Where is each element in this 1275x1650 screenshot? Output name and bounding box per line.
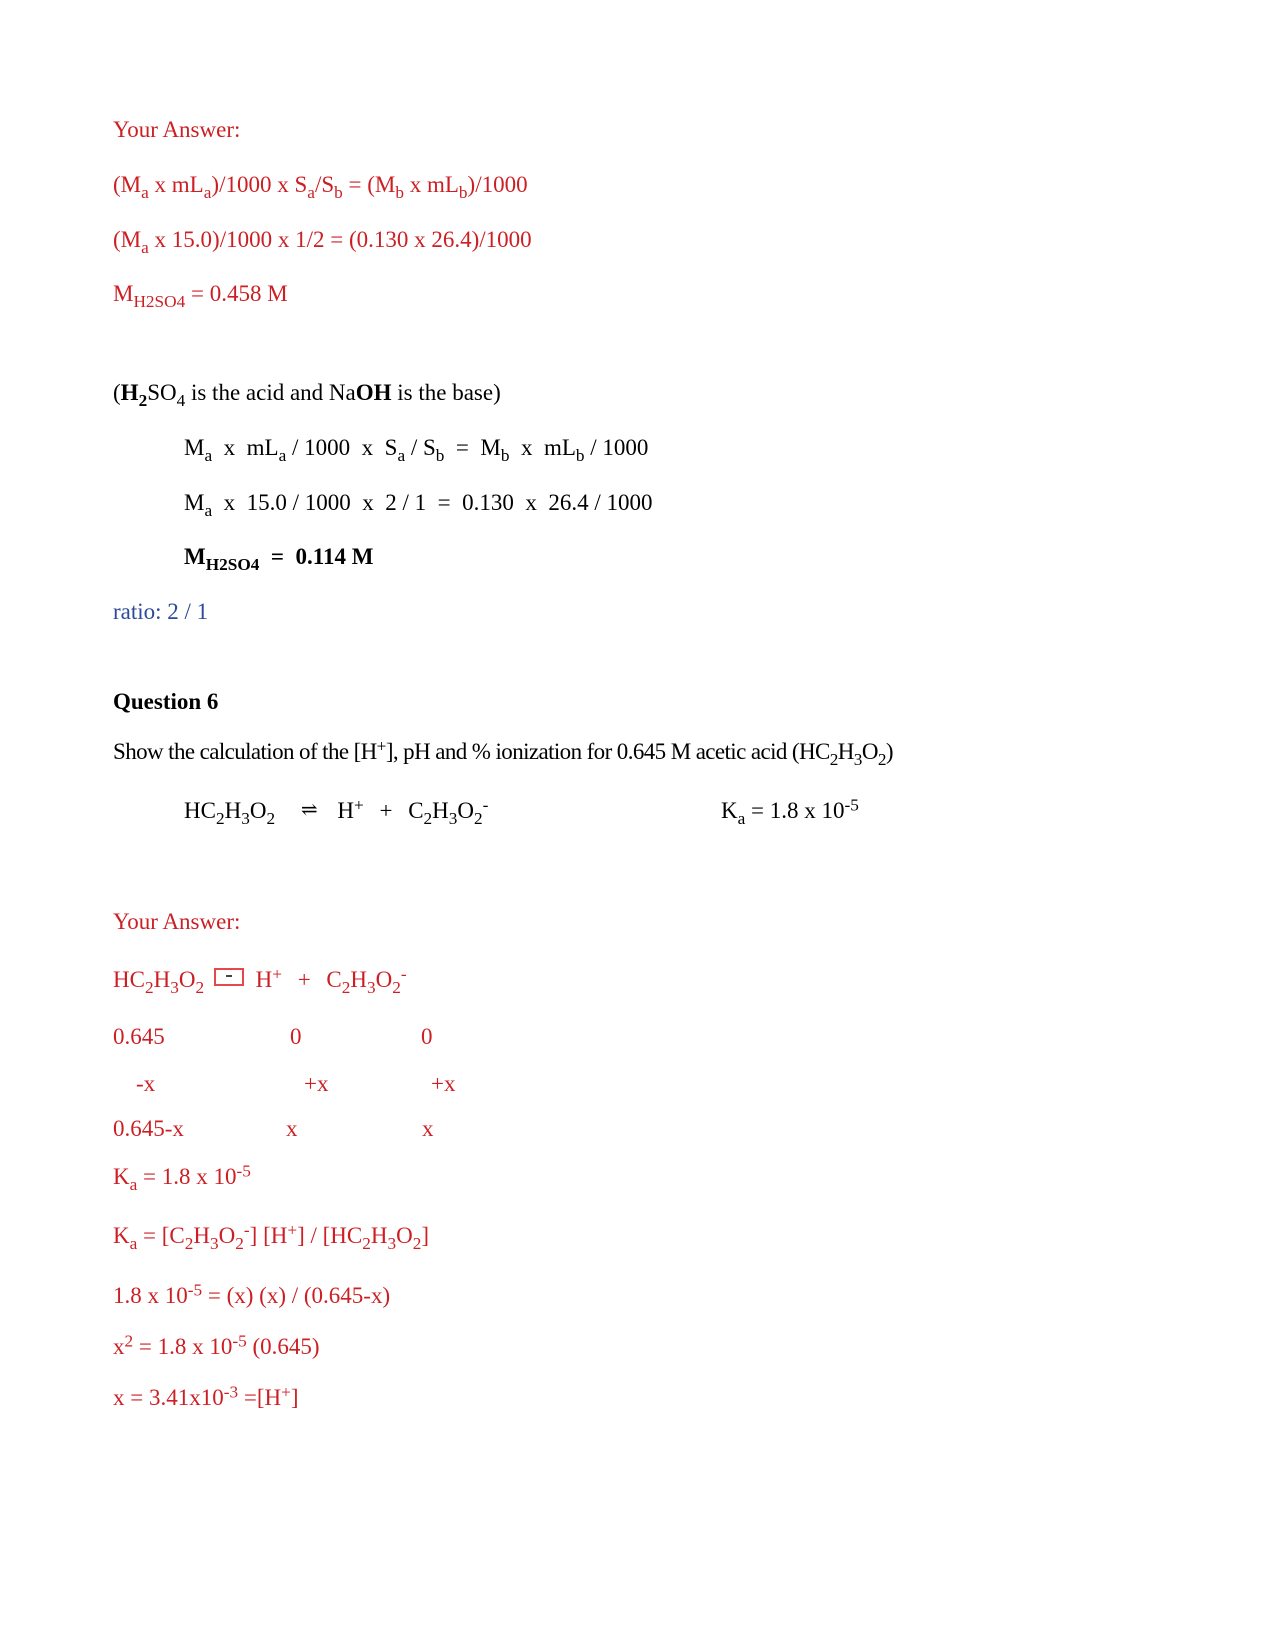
ice-equilibrium-acetate: x <box>422 1116 434 1141</box>
ice-change-acetate: +x <box>431 1071 456 1096</box>
broken-equilibrium-symbol-icon <box>214 968 244 986</box>
ice-initial-acetate: 0 <box>421 1024 433 1049</box>
ice-change-reactant: -x <box>136 1071 156 1096</box>
your-answer-heading-1: Your Answer: <box>113 117 241 142</box>
ka-given: $K_a = 1.8$ x $10^{-5}$ <box>721 795 859 829</box>
answer2-ka-value: $K_a = 1.8$ x $10^{-5}$ <box>113 1161 251 1195</box>
question-6-title: Question 6 <box>113 689 219 714</box>
ice-initial-h: 0 <box>290 1024 302 1049</box>
answer1-result-line: $M_{H2SO4} = 0.458$ M <box>113 281 288 312</box>
answer2-equation: $HC_2H_3O_2$ $H^+ + C_2H_3O_2^-$ <box>113 964 407 998</box>
ice-equilibrium-reactant: 0.645-x <box>113 1116 184 1141</box>
answer2-x-squared: $x^2 = 1.8$ x $10^{-5}$ (0.645) <box>113 1331 320 1359</box>
answer1-substitution-line: ($M_a$ x 15.0)/1000 x 1/2 = (0.130 x 26.4)/1000 <box>113 227 532 258</box>
equilibrium-arrow-icon: ⇌ <box>300 799 318 821</box>
your-answer-heading-2: Your Answer: <box>113 909 241 934</box>
answer2-x-result: $x = 3.41x10^{-3} =[H^+]$ <box>113 1382 299 1410</box>
answer2-substitution: 1.8 x $10^{-5} = (x)$ (x) / (0.645-x) <box>113 1280 391 1308</box>
solution-result-line: $M_{H2SO4} = 0.114$ M <box>184 544 374 575</box>
solution-formula-line: $M_a$ x $mL_a / 1000$ x $S_a / S_b = M_b$ x $mL_b / 1000$ <box>184 435 649 466</box>
dissociation-equation: $HC_2H_3O_2$ ⇌ $H^+ + C_2H_3O_2^-$ <box>184 795 489 829</box>
ice-initial-reactant: 0.645 <box>113 1024 165 1049</box>
answer1-formula-line: ($M_a$ x $mL_a)/1000$ x $S_a/S_b = (M_b$ x $mL_b)/1000$ <box>113 172 528 203</box>
acid-base-note: ($H_2SO_4$ is the acid and NaOH is the base) <box>113 380 501 411</box>
answer2-ka-expression: $K_a = [C_2H_3O_2^-]$ $[H^+] / [HC_2H_3O_2]$ <box>113 1220 430 1254</box>
question-6-prompt: Show the calculation of the [H+], pH and % ionization for 0.645 M acetic acid $(HC_2H_3O_2)$ <box>113 736 893 770</box>
ice-change-h: +x <box>304 1071 329 1096</box>
ice-equilibrium-h: x <box>286 1116 298 1141</box>
ratio-note: ratio: 2 / 1 <box>113 599 209 624</box>
solution-substitution-line: $M_a$ x 15.0 / 1000 x 2 / 1 = 0.130 x 26.4 / 1000 <box>184 490 653 521</box>
